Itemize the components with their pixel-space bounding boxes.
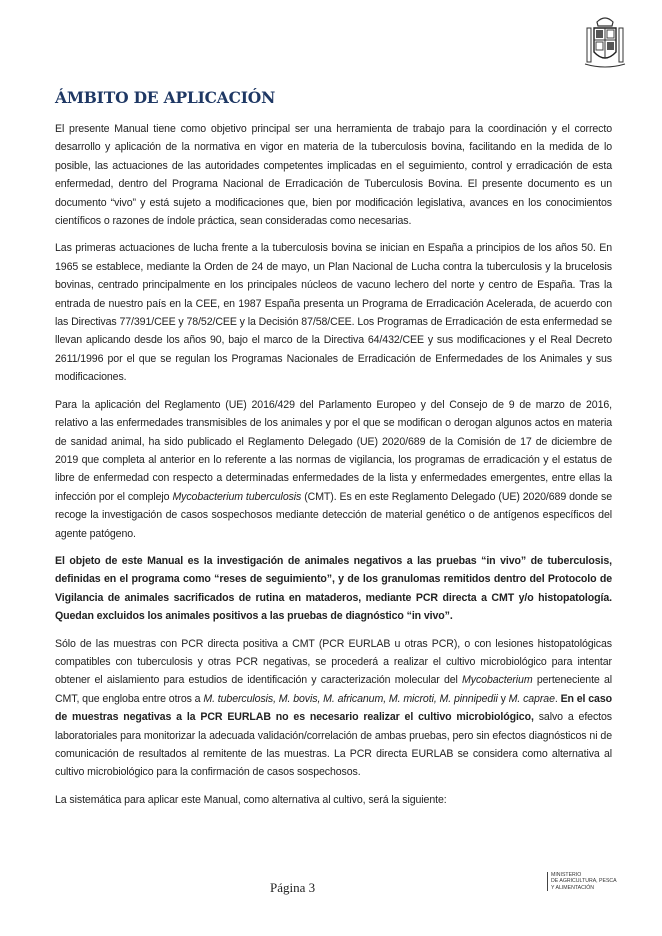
- text-run: (CMT). Es en este Reglamento Delegado (UE) 2020/689 donde se recoge la investigación de casos sospechosos mediante detección de material genético o de antígenos específicos del agente patógeno.: [55, 490, 613, 540]
- italic-text: M. tuberculosis, M. bovis, M. africanum, M. microti, M. pinnipedii: [203, 692, 498, 705]
- spain-coat-of-arms-icon: [583, 14, 627, 72]
- paragraph: [55, 552, 612, 626]
- paragraph: [55, 239, 612, 386]
- text-run: perteneciente al CMT, que engloba entre otros a: [55, 674, 612, 705]
- ministry-logo: [547, 872, 617, 891]
- ministry-line: MINISTERIO: [551, 872, 582, 878]
- italic-text: Mycobacterium tuberculosis: [172, 490, 302, 503]
- ministry-line: DE AGRICULTURA, PESCA: [551, 878, 617, 885]
- paragraph: [55, 791, 612, 809]
- document-body: [55, 120, 612, 818]
- section-heading: ÁMBITO DE APLICACIÓN: [55, 88, 276, 107]
- text-run: salvo a efectos laboratoriales para monitorizar la adecuada validación/correlación de ambas pruebas, pero sin efectos diagnósticos ni de comunicación de resultados al remitente de las muestras. La PCR directa EURLAB se considera como alternativa al cultivo microbiológico para la confirmación de casos sospechosos.: [55, 711, 612, 779]
- italic-text: Mycobacterium: [462, 674, 533, 687]
- paragraph: [55, 120, 612, 230]
- text-run: Sólo de las muestras con PCR directa positiva a CMT (PCR EURLAB u otras PCR), o con lesiones histopatológicas compatibles con tuberculosis y otras PCR negativas, se procederá a realizar el cultivo microbiológico para intentar obtener el aislamiento para estudios de identificación y caracterización molecular del: [55, 637, 612, 687]
- text-run: Las primeras actuaciones de lucha frente a la tuberculosis bovina se inician en España a principios de los años 50. En 1965 se establece, mediante la Orden de 24 de mayo, un Plan Nacional de Lucha contra la tuberculosis y la brucelosis bovinas, centrado principalmente en los principales núcleos de vacuno lechero del norte y centro de España. Tras la entrada de nuestro país en la CEE, en 1987 España presenta un Programa de Erradicación Acelerada, de acuerdo con las Directivas 77/391/CEE y 78/52/CEE y la Decisión 87/58/CEE. Los Programas de Erradicación de esta enfermedad se llevan aplicando desde los años 90, bajo el marco de la Directiva 64/432/CEE y sus modificaciones y el Real Decreto 2611/1996 por el que se regulan los Programas Nacionales de Erradicación de Enfermedades de los Animales y sus modificaciones.: [55, 242, 612, 384]
- text-run: Para la aplicación del Reglamento (UE) 2016/429 del Parlamento Europeo y del Consejo de 9 de marzo de 2016, relativo a las enfermedades transmisibles de los animales y por el que se modifican o derogan algunos actos en materia de sanidad animal, ha sido publicado el Reglamento Delegado (UE) 2020/689 de la Comisión de 17 de diciembre de 2019 que completa al anterior en lo referente a las normas de vigilancia, los programas de erradicación y el estatus de libre de enfermedad con respecto a determinadas enfermedades de la lista y enfermedades emergentes, entre ellas la infección por el complejo: [55, 398, 612, 503]
- ministry-line: Y ALIMENTACIÓN: [551, 884, 595, 891]
- italic-text: M. caprae: [508, 692, 555, 705]
- bold-text: El objeto de este Manual es la investigación de animales negativos a las pruebas “in vivo” de tuberculosis, definidas en el programa como “reses de seguimiento”, y de los granulomas remitidos dentro del Protocolo de Vigilancia de animales sacrificados de rutina en mataderos, mediante PCR directa a CMT y/o histopatología. Quedan excluidos los animales positivos a las pruebas de diagnóstico “in vivo”.: [55, 554, 612, 623]
- bold-text: En el caso de muestras negativas a la PCR EURLAB no es necesario realizar el cultivo microbiológico,: [55, 692, 612, 724]
- text-run: .: [554, 692, 561, 705]
- text-run: La sistemática para aplicar este Manual, como alternativa al cultivo, será la siguiente:: [55, 793, 447, 806]
- page-number: Página 3: [270, 880, 316, 895]
- paragraph: [55, 635, 612, 782]
- paragraph: [55, 396, 612, 543]
- text-run: y: [497, 692, 509, 705]
- text-run: El presente Manual tiene como objetivo principal ser una herramienta de trabajo para la coordinación y el correcto desarrollo y aplicación de la normativa en vigor en materia de la tuberculosis bovina, facilitando en la medida de lo posible, las actuaciones de las autoridades competentes implicadas en el seguimiento, control y erradicación de esta enfermedad, dentro del Programa Nacional de Erradicación de Tuberculosis Bovina. El presente documento es un documento “vivo” y está sujeto a modificaciones que, bien por modificación legislativa, avances en los conocimientos científicos o razones de índole práctica, sean consideradas como necesarias.: [55, 123, 612, 228]
